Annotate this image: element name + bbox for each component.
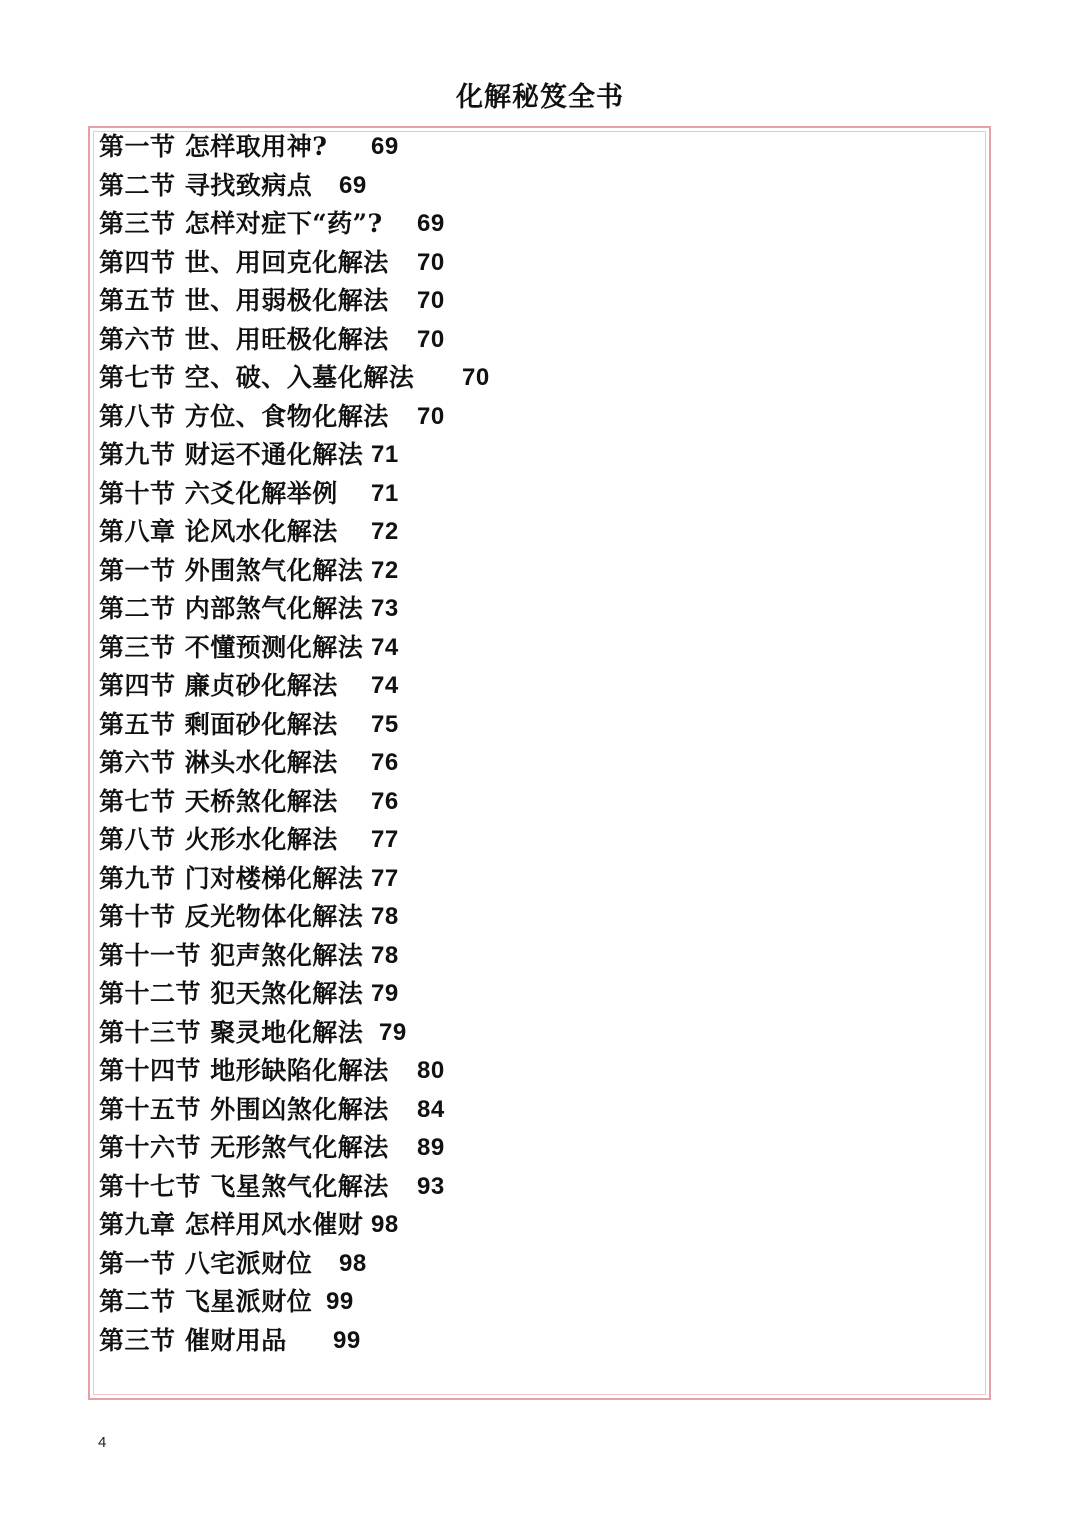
toc-entry-label: 第一节 八宅派财位 (99, 1248, 313, 1278)
toc-entry (99, 1129, 445, 1168)
toc-entry-label: 第三节 不懂预测化解法 (99, 632, 364, 662)
toc-entry-label: 第十六节 无形煞气化解法 (99, 1133, 389, 1162)
toc-entry (99, 898, 414, 937)
toc-entry-label: 第七节 天桥煞化解法 (99, 786, 338, 816)
toc-entry (99, 128, 414, 167)
toc-entry (99, 1091, 445, 1130)
toc-entry-page: 71 (371, 441, 399, 468)
toc-entry (99, 436, 414, 475)
toc-entry-label: 第十节 反光物体化解法 (99, 902, 364, 931)
toc-entry (99, 860, 414, 899)
toc-entry-page: 89 (417, 1134, 445, 1161)
toc-entry-page: 75 (371, 710, 399, 738)
toc-entry (99, 629, 414, 668)
toc-entry-label: 第七节 空、破、入墓化解法 (99, 363, 415, 392)
toc-entry-page: 78 (371, 941, 399, 969)
toc-entry-label: 第十七节 飞星煞气化解法 (99, 1171, 389, 1201)
toc-entry (99, 821, 414, 860)
toc-entry (99, 475, 414, 514)
toc-entry (99, 1322, 414, 1361)
toc-entry-label: 第九节 财运不通化解法 (99, 440, 364, 469)
toc-entry-label: 第九章 怎样用风水催财 (99, 1210, 364, 1239)
toc-entry-label: 第十节 六爻化解举例 (99, 478, 338, 508)
toc-entry-page: 77 (371, 826, 399, 853)
toc-entry (99, 359, 490, 398)
page-number: 4 (98, 1434, 107, 1451)
document-title: 化解秘笈全书 (456, 82, 624, 113)
toc-entry (99, 937, 414, 976)
toc-entry-label: 第四节 廉贞砂化解法 (99, 671, 338, 700)
toc-entry-page: 69 (371, 133, 399, 160)
toc-entry-label: 第二节 飞星派财位 (99, 1287, 313, 1316)
toc-entry-page: 77 (371, 864, 399, 892)
toc-entry-page: 69 (417, 210, 445, 237)
toc-entry-label: 第十三节 聚灵地化解法 (99, 1017, 364, 1047)
toc-entry (99, 1014, 414, 1053)
toc-entry-label: 第一节 外围煞气化解法 (99, 555, 364, 585)
toc-entry-page: 84 (417, 1095, 445, 1123)
toc-entry-page: 76 (371, 749, 399, 776)
toc-entry-page: 98 (339, 1249, 367, 1277)
toc-entry (99, 744, 414, 783)
toc-entry-page: 72 (371, 518, 399, 545)
toc-entry-label: 第十一节 犯声煞化解法 (99, 940, 364, 970)
toc-entry (99, 282, 445, 321)
toc-entry-page: 79 (371, 980, 399, 1007)
toc-entry (99, 783, 414, 822)
toc-entry-page: 78 (371, 903, 399, 930)
toc-entry (99, 706, 414, 745)
toc-entry-label: 第二节 内部煞气化解法 (99, 594, 364, 623)
toc-entry-label: 第六节 淋头水化解法 (99, 748, 338, 777)
toc-entry-label: 第九节 门对楼梯化解法 (99, 863, 364, 893)
toc-entry-page: 70 (417, 248, 445, 276)
toc-entry-label: 第四节 世、用回克化解法 (99, 247, 389, 277)
toc-entry (99, 667, 414, 706)
toc-entry-label: 第十四节 地形缺陷化解法 (99, 1056, 389, 1085)
table-of-contents (99, 128, 490, 1360)
toc-entry (99, 1206, 414, 1245)
toc-entry-page: 98 (371, 1211, 399, 1238)
toc-entry-page: 70 (462, 364, 490, 391)
toc-entry (99, 1245, 414, 1284)
toc-entry-label: 第三节 怎样对症下“药”? (99, 209, 383, 238)
toc-entry-label: 第二节 寻找致病点 (99, 170, 313, 200)
toc-entry-label: 第八节 火形水化解法 (99, 825, 338, 854)
toc-entry-page: 74 (371, 672, 399, 699)
toc-entry-page: 72 (371, 556, 399, 584)
toc-entry (99, 205, 445, 244)
toc-entry-page: 69 (339, 171, 367, 199)
toc-entry-page: 79 (379, 1018, 407, 1046)
toc-entry-label: 第十五节 外围凶煞化解法 (99, 1094, 389, 1124)
toc-entry-page: 76 (371, 787, 399, 815)
toc-entry-page: 80 (417, 1057, 445, 1084)
toc-entry-label: 第六节 世、用旺极化解法 (99, 324, 389, 354)
toc-entry-page: 70 (417, 287, 445, 314)
toc-entry (99, 167, 414, 206)
toc-entry-page: 73 (371, 595, 399, 622)
toc-entry (99, 1052, 445, 1091)
toc-entry (99, 321, 445, 360)
toc-entry-label: 第五节 世、用弱极化解法 (99, 286, 389, 315)
toc-entry (99, 244, 445, 283)
toc-entry (99, 398, 445, 437)
toc-entry-page: 70 (417, 402, 445, 430)
toc-entry (99, 1283, 414, 1322)
toc-entry-label: 第一节 怎样取用神? (99, 132, 328, 161)
toc-entry (99, 552, 414, 591)
toc-entry (99, 513, 414, 552)
toc-entry-page: 71 (371, 479, 399, 507)
toc-entry-label: 第十二节 犯天煞化解法 (99, 979, 364, 1008)
toc-entry-page: 93 (417, 1172, 445, 1200)
toc-entry-page: 99 (326, 1288, 354, 1315)
toc-entry-label: 第八节 方位、食物化解法 (99, 401, 389, 431)
toc-entry (99, 975, 414, 1014)
toc-entry (99, 1168, 445, 1207)
toc-entry-page: 99 (333, 1326, 361, 1354)
toc-entry (99, 590, 414, 629)
toc-entry-label: 第八章 论风水化解法 (99, 517, 338, 546)
toc-entry-page: 74 (371, 633, 399, 661)
toc-entry-label: 第三节 催财用品 (99, 1325, 287, 1355)
toc-entry-label: 第五节 剩面砂化解法 (99, 709, 338, 739)
toc-entry-page: 70 (417, 325, 445, 353)
